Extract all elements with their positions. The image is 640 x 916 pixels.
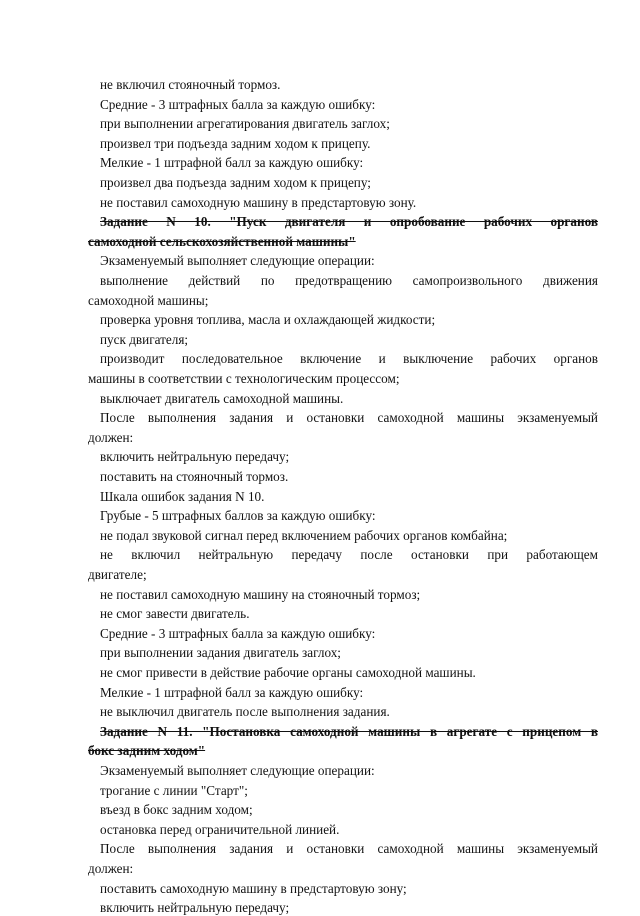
text-line: не включил стояночный тормоз. [100,77,281,92]
text-line: включить нейтральную передачу; [100,900,290,916]
text-line: не выключил двигатель после выполнения задания. [100,704,390,720]
text-line: Мелкие - 1 штрафной балл за каждую ошибку: [100,155,364,171]
text-line: поставить на стояночный тормоз. [100,469,289,484]
text-line: проверка уровня топлива, масла и охлаждающей жидкости; [100,312,436,328]
text-line: должен: [88,429,134,445]
task-heading-line: бокс задним ходом" [88,743,206,759]
text-line: поставить самоходную машину в предстартовую зону; [100,880,407,896]
text-line: Средние - 3 штрафных балла за каждую ошибку: [100,96,376,112]
text-line: пуск двигателя; [100,331,189,347]
text-line: Грубые - 5 штрафных баллов за каждую ошибку: [100,508,376,524]
text-line: включить нейтральную передачу; [100,449,290,465]
text-line: не смог привести в действие рабочие органы самоходной машины. [100,665,476,680]
text-line: выполнение действий по предотвращению самопроизвольного движения [100,273,598,288]
text-line: не поставил самоходную машину в предстартовую зону. [100,194,417,210]
text-line: Экзаменуемый выполняет следующие операции: [100,763,375,778]
text-line: остановка перед ограничительной линией. [100,821,340,837]
text-line: Мелкие - 1 штрафной балл за каждую ошибку: [100,684,364,700]
text-line: не включил нейтральную передачу после остановки при работающем [100,547,598,563]
text-line: После выполнения задания и остановки самоходной машины экзаменуемый [100,410,598,426]
text-line: машины в соответствии с технологическим процессом; [88,371,400,386]
text-line: должен: [88,861,134,876]
text-line: произвел три подъезда задним ходом к прицепу. [100,135,371,151]
text-line: самоходной машины; [88,292,209,308]
text-line: Средние - 3 штрафных балла за каждую ошибку: [100,625,376,641]
text-line: не поставил самоходную машину на стояночный тормоз; [100,586,421,602]
text-line: производит последовательное включение и выключение рабочих органов [100,351,598,367]
text-line: Шкала ошибок задания N 10. [100,488,265,504]
text-line: После выполнения задания и остановки самоходной машины экзаменуемый [100,841,598,857]
text-line: трогание с линии "Старт"; [100,782,248,798]
text-line: при выполнении задания двигатель заглох; [100,645,341,661]
text-line: въезд в бокс задним ходом; [100,802,253,818]
text-line: при выполнении агрегатирования двигатель заглох; [100,116,390,132]
text-line: произвел два подъезда задним ходом к прицепу; [100,175,371,190]
text-line: выключает двигатель самоходной машины. [100,390,344,406]
text-line: не смог завести двигатель. [100,606,250,622]
text-line: не подал звуковой сигнал перед включением рабочих органов комбайна; [100,527,508,543]
text-line: Экзаменуемый выполняет следующие операции: [100,253,375,269]
task-heading-line: Задание N 10. "Пуск двигателя и опробование рабочих органов [100,214,598,230]
text-line: двигателе; [88,567,147,582]
task-heading-line: Задание N 11. "Постановка самоходной машины в агрегате с прицепом в [100,723,598,739]
task-heading-line: самоходной сельскохозяйственной машины" [88,233,356,249]
